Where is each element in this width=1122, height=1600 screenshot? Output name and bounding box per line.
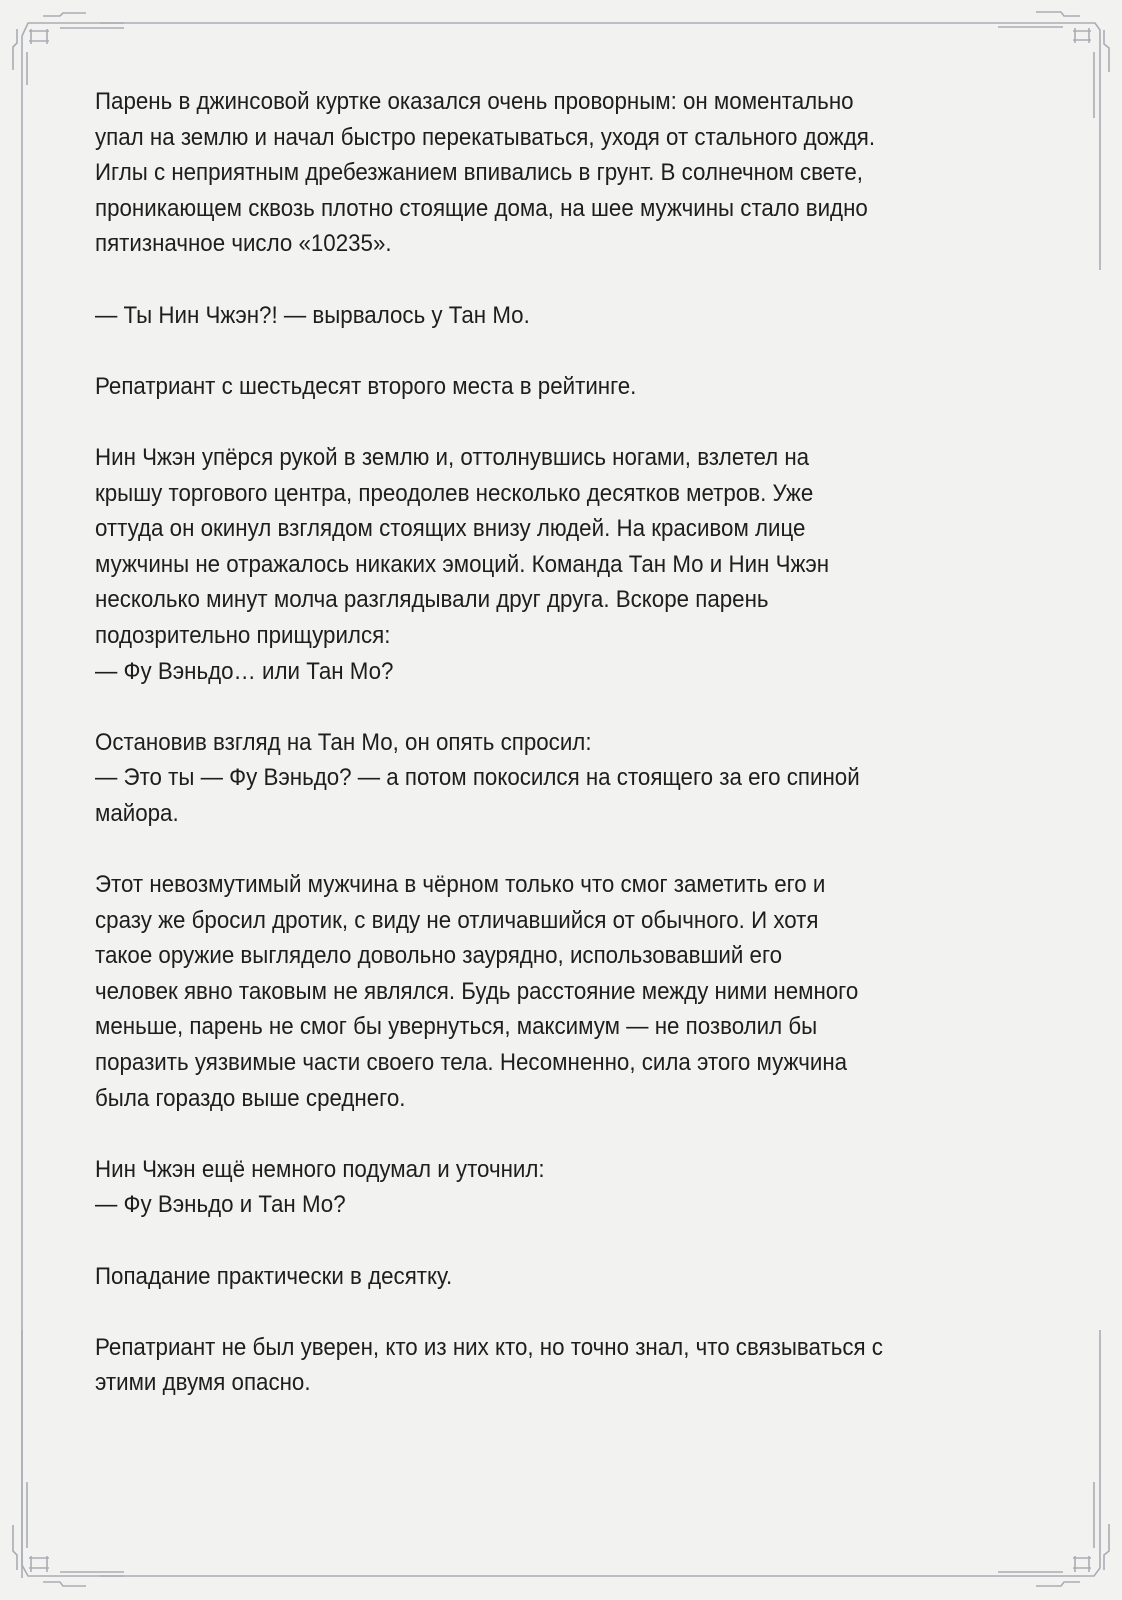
dialogue-line: — Это ты — Фу Вэньдо? — а потом покосился на стоящего за его спиной [95,764,860,792]
text-line: человек явно таковым не являлся. Будь расстояние между ними немного [95,977,859,1005]
text-line: Парень в джинсовой куртке оказался очень проворным: он моментально [95,88,854,115]
text-line: поразить уязвимые части своего тела. Несомненно, сила этого мужчина [95,1049,848,1077]
text-line: Иглы с неприятным дребезжанием впивались в грунт. В солнечном свете, [95,159,863,187]
paragraph [95,867,1055,1116]
paragraph [95,1152,1055,1223]
paragraph [95,725,1055,832]
text-line: упал на землю и начал быстро перекатываться, уходя от стального дождя. [95,123,876,151]
text-line: Нин Чжэн ещё немного подумал и уточнил: [95,1155,545,1183]
text-line: проникающем сквозь плотно стоящие дома, на шее мужчины стало видно [95,194,868,222]
text-line: мужчины не отражалось никаких эмоций. Команда Тан Мо и Нин Чжэн [95,550,830,578]
text-line: была гораздо выше среднего. [95,1084,406,1112]
paragraph [95,1259,1055,1295]
text-line: Нин Чжэн упёрся рукой в землю и, оттолнувшись ногами, взлетел на [95,443,810,471]
dialogue-line: — Фу Вэньдо и Тан Мо? [95,1191,346,1219]
text-line: этими двумя опасно. [95,1369,311,1397]
dialogue-line: — Фу Вэньдо… или Тан Мо? [95,657,394,685]
paragraph [95,369,1055,405]
text-line: крышу торгового центра, преодолев несколько десятков метров. Уже [95,479,814,507]
text-line: пятизначное число «10235». [95,230,392,258]
text-line: такое оружие выглядело довольно заурядно, использовавший его [95,942,783,970]
paragraph [95,84,1055,262]
text-line: несколько минут молча разглядывали друг друга. Вскоре парень [95,586,769,614]
text-line: оттуда он окинул взглядом стоящих внизу людей. На красивом лице [95,515,806,543]
text-line: Попадание практически в десятку. [95,1262,453,1290]
paragraph [95,1330,1055,1401]
document-body [95,84,1055,1437]
text-line: Репатриант не был уверен, кто из них кто, но точно знал, что связываться с [95,1333,883,1361]
text-line: майора. [95,799,179,827]
dialogue-line: — Ты Нин Чжэн?! — вырвалось у Тан Мо. [95,301,530,329]
text-line: Этот невозмутимый мужчина в чёрном только что смог заметить его и [95,871,826,899]
text-line: Репатриант с шестьдесят второго места в рейтинге. [95,372,637,400]
text-line: сразу же бросил дротик, с виду не отличавшийся от обычного. И хотя [95,906,819,934]
paragraph [95,440,1055,689]
text-line: подозрительно прищурился: [95,621,391,649]
text-line: меньше, парень не смог бы увернуться, максимум — не позволил бы [95,1013,818,1041]
paragraph [95,298,1055,334]
text-line: Остановив взгляд на Тан Мо, он опять спросил: [95,728,592,756]
